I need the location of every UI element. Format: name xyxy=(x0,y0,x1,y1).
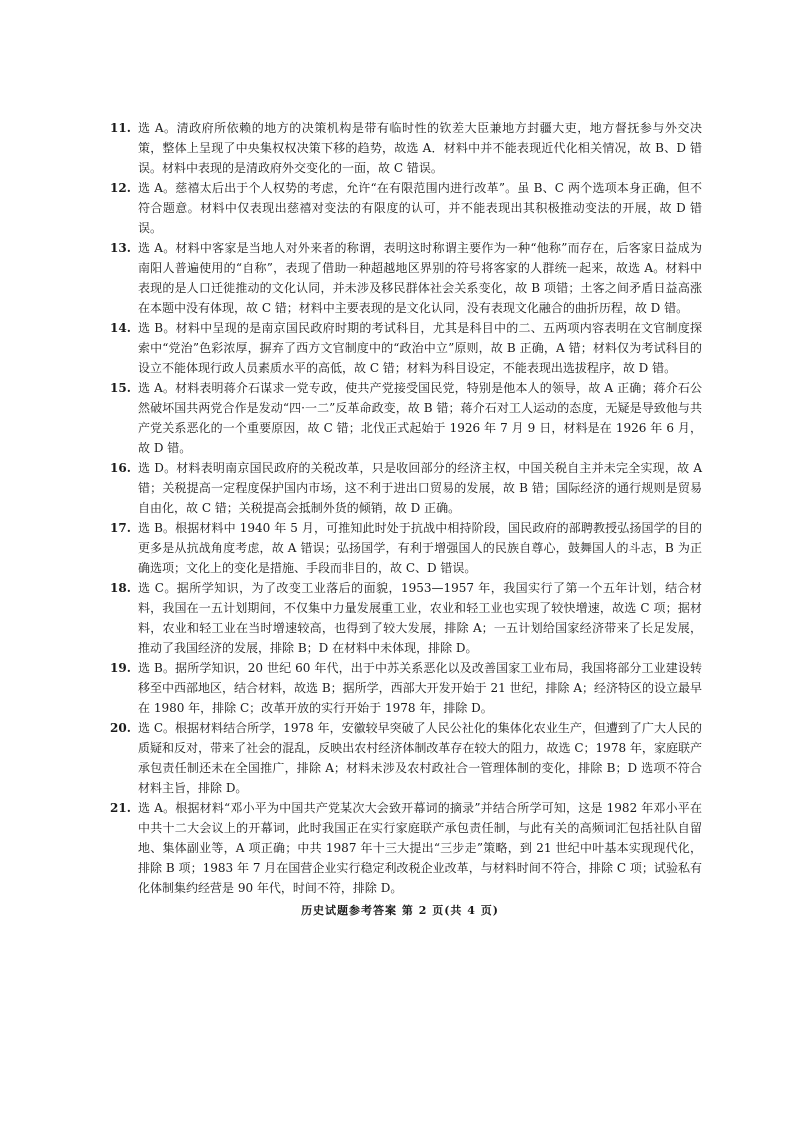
answer-item-11 xyxy=(110,118,702,178)
answer-number: 17. xyxy=(110,521,131,535)
answer-text: 选 B。根据材料中 1940 年 5 月，可推知此时处于抗战中相持阶段，国民政府的部聘教授弘扬国学的目的更多是从抗战角度考虑，故 A 错误；弘扬国学，有利于增强国人的民族自尊心，鼓舞国人的斗志，B 为正确选项；文化上的变化是措施、手段而非目的，故 C、D 错误。 xyxy=(138,521,702,575)
answer-item-21 xyxy=(110,798,702,898)
answer-item-17 xyxy=(110,518,702,578)
answer-item-14 xyxy=(110,318,702,378)
answer-item-19 xyxy=(110,658,702,718)
answer-item-20 xyxy=(110,718,702,798)
answer-item-18 xyxy=(110,578,702,658)
answer-number: 21. xyxy=(110,801,131,815)
answer-item-15 xyxy=(110,378,702,458)
answer-number: 12. xyxy=(110,181,131,195)
answer-text: 选 A。根据材料“邓小平为中国共产党某次大会致开幕词的摘录”并结合所学可知，这是 1982 年邓小平在中共十二大会议上的开幕词，此时我国正在实行家庭联产承包责任制，与此有关的高频词汇包括社队自留地、集体副业等，A 项正确；中共 1987 年十三大提出“三步走”策略，到 21 世纪中叶基本实现现代化，排除 B 项；1983 年 7 月在国营企业实行稳定利改税企业改革，与材料时间不符合，排除 C 项；试验私有化体制集约经营是 90 年代，时间不符，排除 D。 xyxy=(138,801,702,895)
answer-number: 19. xyxy=(110,661,131,675)
answer-list xyxy=(110,118,702,898)
answer-item-16 xyxy=(110,458,702,518)
answer-number: 11. xyxy=(110,121,131,135)
answer-number: 13. xyxy=(110,241,131,255)
answer-text: 选 D。材料表明南京国民政府的关税改革，只是收回部分的经济主权，中国关税自主并未完全实现，故 A 错；关税提高一定程度保护国内市场，这不利于进出口贸易的发展，故 B 错；国际经济的通行规则是贸易自由化，故 C 错；关税提高会抵制外货的倾销，故 D 正确。 xyxy=(138,461,702,515)
answer-text: 选 B。材料中呈现的是南京国民政府时期的考试科目，尤其是科目中的二、五两项内容表明在文官制度探索中“党治”色彩浓厚，摒弃了西方文官制度中的“政治中立”原则，故 B 正确，A 错；材料仅为考试科目的设立不能体现行政人员素质水平的高低，故 C 错；材料为科目设定，不能表现出选拔程序，故 D 错。 xyxy=(138,321,702,375)
answer-item-13 xyxy=(110,238,702,318)
answer-text: 选 A。慈禧太后出于个人权势的考虑，允许“在有限范围内进行改革”。虽 B、C 两个选项本身正确，但不符合题意。材料中仅表现出慈禧对变法的有限度的认可，并不能表现出其积极推动变法的开展，故 D 错误。 xyxy=(138,181,702,235)
answer-number: 15. xyxy=(110,381,131,395)
answer-number: 18. xyxy=(110,581,131,595)
answer-number: 16. xyxy=(110,461,131,475)
answer-number: 14. xyxy=(110,321,131,335)
answer-text: 选 C。据所学知识，为了改变工业落后的面貌，1953—1957 年，我国实行了第一个五年计划，结合材料，我国在一五计划期间，不仅集中力量发展重工业，农业和轻工业也实现了较快增速，故选 C 项；据材料，农业和轻工业在当时增速较高，也得到了较大发展，排除 A；一五计划给国家经济带来了长足发展，推动了我国经济的发展，排除 B；D 在材料中未体现，排除 D。 xyxy=(138,581,702,655)
answer-text: 选 A。清政府所依赖的地方的决策机构是带有临时性的钦差大臣兼地方封疆大吏，地方督抚参与外交决策，整体上呈现了中央集权权决策下移的趋势，故选 A．材料中并不能表现近代化相关情况，故 B、D 错误。材料中表现的是清政府外交变化的一面，故 C 错误。 xyxy=(138,121,702,175)
page-footer: 历史试题参考答案 第 2 页(共 4 页) xyxy=(301,904,499,917)
answer-text: 选 A。材料中客家是当地人对外来者的称谓，表明这时称谓主要作为一种“他称”而存在，后客家日益成为南阳人普遍使用的“自称”，表现了借助一种超越地区界别的符号将客家的人群统一起来，故选 A。材料中表现的是人口迁徙推动的文化认同，并未涉及移民群体社会关系变化，故 B 项错；土客之间矛盾日益高涨在本题中没有体现，故 C 错；材料中主要表现的是文化认同，没有表现文化融合的曲折历程，故 D 错。 xyxy=(138,241,702,315)
answer-number: 20. xyxy=(110,721,131,735)
answer-item-12 xyxy=(110,178,702,238)
answer-text: 选 A。材料表明蒋介石谋求一党专政，使共产党接受国民党，特别是他本人的领导，故 A 正确；蒋介石公然破坏国共两党合作是发动“四·一二”反革命政变，故 B 错；蒋介石对工人运动的态度，无疑是导致他与共产党关系恶化的一个重要原因，故 C 错；北伐正式起始于 1926 年 7 月 9 日，材料是在 1926 年 6 月，故 D 错。 xyxy=(138,381,702,455)
answer-text: 选 B。据所学知识，20 世纪 60 年代，出于中苏关系恶化以及改善国家工业布局，我国将部分工业建设转移至中西部地区，结合材料，故选 B；据所学，西部大开发开始于 21 世纪，排除 A；经济特区的设立最早在 1980 年，排除 C；改革开放的实行开始于 1978 年，排除 D。 xyxy=(138,661,703,715)
answer-text: 选 C。根据材料结合所学，1978 年，安徽较早突破了人民公社化的集体化农业生产，但遭到了广大人民的质疑和反对，带来了社会的混乱，反映出农村经济体制改革存在较大的阻力，故选 C；1978 年，家庭联产承包责任制还未在全国推广，排除 A；材料未涉及农村政社合一管理体制的变化，排除 B；D 选项不符合材料主旨，排除 D。 xyxy=(138,721,702,795)
